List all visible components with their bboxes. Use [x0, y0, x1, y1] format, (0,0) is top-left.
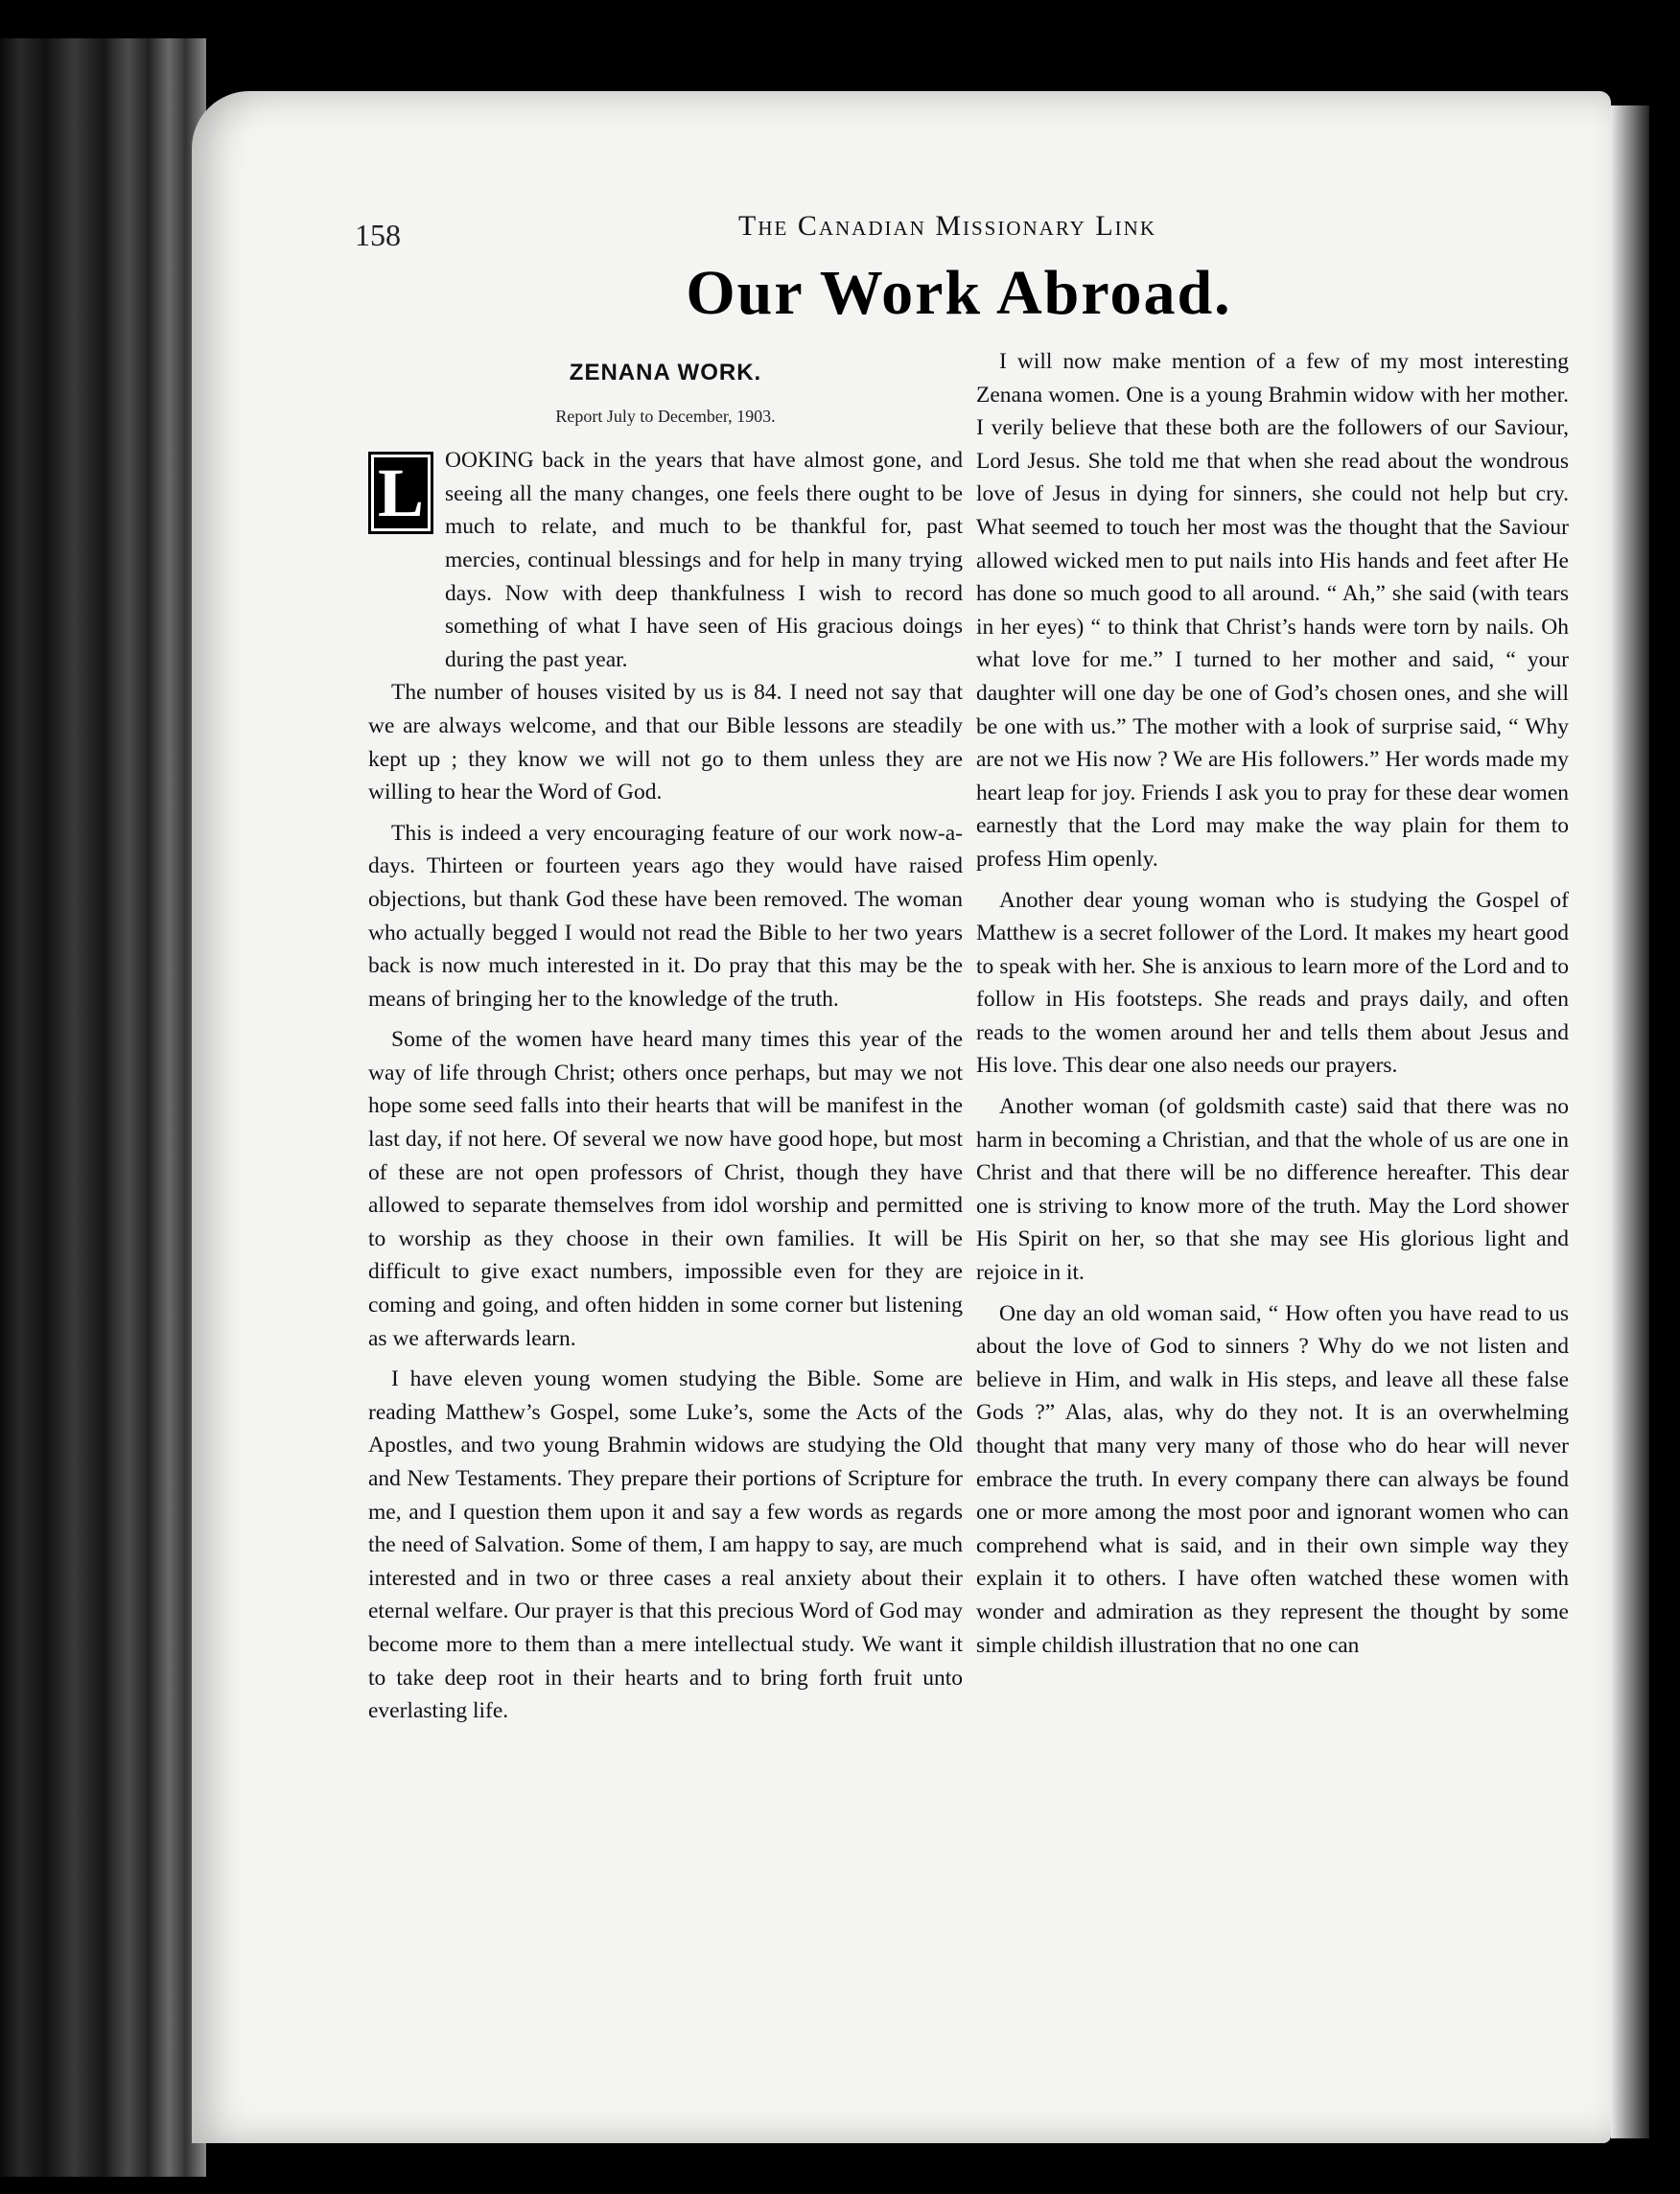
paragraph: Some of the women have heard many times this year of the way of life through Christ; others once perhaps, but may we not hope some seed falls into their hearts that will be manifest in the last day, if not here. Of several we now have good hope, but most of these are not open professors of Christ, though they have allowed to separate themselves from idol worship and permitted to worship as they choose in their own families. It will be difficult to give exact numbers, impossible even for they are coming and going, and often hidden in some corner but listening as we afterwards learn.	[368, 1027, 963, 1351]
book-page-edges	[0, 38, 206, 2177]
paragraph: This is indeed a very encouraging feature of our work now-a-days. Thirteen or fourteen years ago they would have raised objections, but thank God these have been removed. The woman who actually begged I would not read the Bible to her two years back is now much interested in it. Do pray that this may be the means of bringing her to the knowledge of the truth.	[368, 820, 963, 1012]
opening-paragraph	[368, 444, 963, 676]
paragraph: I will now make mention of a few of my most interesting Zenana women. One is a young Brahmin widow with her mother. I verily believe that these both are the followers of our Saviour, Lord Jesus. She told me that when she read about the wondrous love of Jesus in dying for sinners, she could not help but cry. What seemed to touch her most was the thought that the Saviour allowed wicked men to put nails into His hands and feet after He has done so much good to all around. “ Ah,” she said (with tears in her eyes) “ to think that Christ’s hands were torn by nails. Oh what love for me.” I turned to her mother and said, “ your daughter will one day be one of God’s chosen ones, and she will be one with us.” The mother with a look of surprise said, “ Why are not we His now ? We are His followers.” Her words made my heart leap for joy. Friends I ask you to pray for these dear women earnestly that the Lord may make the way plain for them to profess Him openly.	[976, 349, 1569, 872]
section-heading: Our Work Abroad.	[686, 258, 1232, 328]
paragraph: One day an old woman said, “ How often you have read to us about the love of God to sinners ? Why do we not listen and believe in Him, and walk in His steps, and leave all these false Gods ?” Alas, alas, why do they not. It is an overwhelming thought that many very many of those who do hear will never embrace the truth. In every company there can always be found one or more among the most poor and ignorant women who can comprehend what is said, and in their own simple way they explain it to others. I have often watched these women with wonder and admiration as they represent the thought by some simple childish illustration that no one can	[976, 1300, 1569, 1658]
paragraph: The number of houses visited by us is 84. I need not say that we are always welcome, and that our Bible lessons are steadily kept up ; they know we will not go to them unless they are willing to hear the Word of God.	[368, 680, 963, 805]
book-spine-edge	[1611, 105, 1649, 2138]
journal-title: The Canadian Missionary Link	[738, 210, 1156, 242]
drop-cap: L	[368, 452, 433, 534]
right-column	[976, 345, 1569, 1669]
left-column	[368, 357, 963, 1736]
article-title: ZENANA WORK.	[569, 360, 762, 385]
paragraph: Another dear young woman who is studying the Gospel of Matthew is a secret follower of the Lord. It makes my heart good to speak with her. She is anxious to learn more of the Lord and to follow in His footsteps. She reads and prays daily, and often reads to the women around her and tells them about Jesus and His love. This dear one also needs our prayers.	[976, 887, 1569, 1079]
paragraph: OOKING back in the years that have almost gone, and seeing all the many changes, one feels there ought to be much to relate, and much to be thankful for, past mercies, continual blessings and for help in many trying days. Now with deep thankfulness I wish to record something of what I have seen of His gracious doings during the past year.	[445, 448, 963, 672]
paragraph: I have eleven young women studying the Bible. Some are reading Matthew’s Gospel, some Luke’s, some the Acts of the Apostles, and two young Brahmin widows are studying the Old and New Testaments. They prepare their portions of Scripture for me, and I question them upon it and say a few words as regards the need of Salvation. Some of them, I am happy to say, are much interested and in two or three cases a real anxiety about their eternal welfare. Our prayer is that this precious Word of God may become more to them than a mere intellectual study. We want it to take deep root in their hearts and to bring forth fruit unto everlasting life.	[368, 1366, 963, 1724]
running-header	[355, 206, 1582, 252]
paragraph: Another woman (of goldsmith caste) said that there was no harm in becoming a Christian, and that the whole of us are one in Christ and that there will be no difference hereafter. This dear one is striving to know more of the truth. May the Lord shower His Spirit on her, so that she may see His glorious light and rejoice in it.	[976, 1094, 1569, 1286]
page-number: 158	[355, 218, 401, 252]
report-dateline: Report July to December, 1903.	[555, 406, 776, 426]
